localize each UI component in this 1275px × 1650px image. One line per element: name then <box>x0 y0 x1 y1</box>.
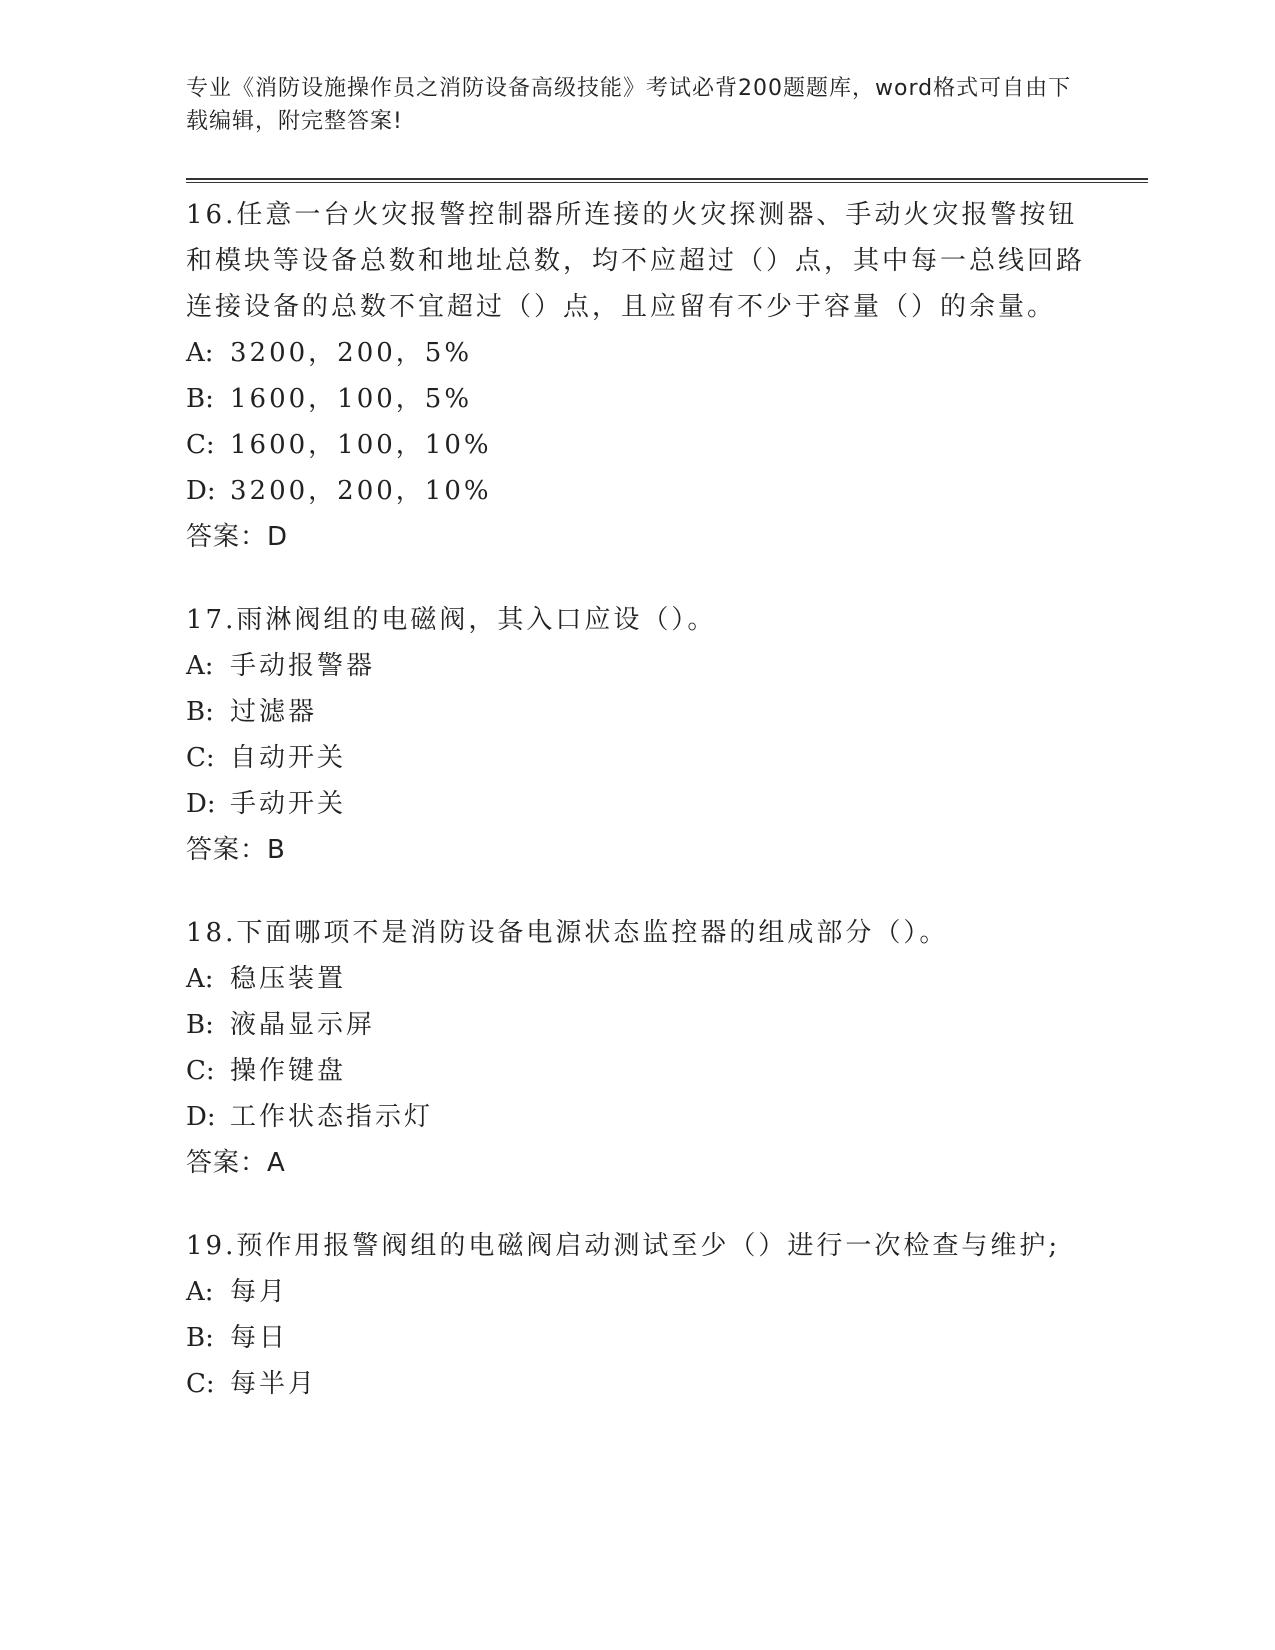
option-key: C: <box>186 430 215 460</box>
option-text: 每日 <box>230 1323 289 1353</box>
option-key: C: <box>186 1369 215 1399</box>
option-text: 操作键盘 <box>230 1056 347 1086</box>
option-key: D: <box>186 476 216 506</box>
option-d <box>186 781 1086 827</box>
option-text: 每半月 <box>230 1369 318 1399</box>
option-key: B: <box>186 697 214 727</box>
option-text: 稳压装置 <box>230 964 347 994</box>
option-text: 3200，200，5% <box>230 338 473 368</box>
option-b <box>186 376 1086 422</box>
question-stem: 17.雨淋阀组的电磁阀，其入口应设（）。 <box>186 605 717 635</box>
option-a <box>186 643 1086 689</box>
option-key: A: <box>186 964 214 994</box>
option-text: 手动开关 <box>230 789 347 819</box>
option-key: D: <box>186 1102 216 1132</box>
option-a <box>186 1269 1086 1315</box>
option-text: 液晶显示屏 <box>230 1010 376 1040</box>
option-b <box>186 1315 1086 1361</box>
option-key: B: <box>186 384 214 414</box>
option-text: 1600，100，10% <box>230 430 492 460</box>
option-d <box>186 1094 1086 1140</box>
option-key: A: <box>186 338 214 368</box>
option-a <box>186 330 1086 376</box>
option-c <box>186 422 1086 468</box>
option-c <box>186 1361 1086 1407</box>
option-key: C: <box>186 1056 215 1086</box>
option-key: C: <box>186 743 215 773</box>
option-c <box>186 1048 1086 1094</box>
document-header: 专业《消防设施操作员之消防设备高级技能》考试必背200题题库，word格式可自由下载编辑，附完整答案! <box>186 76 1072 134</box>
option-b <box>186 1002 1086 1048</box>
option-b <box>186 689 1086 735</box>
option-text: 1600，100，5% <box>230 384 473 414</box>
option-text: 工作状态指示灯 <box>230 1102 434 1132</box>
question-list <box>186 192 1086 1444</box>
option-key: B: <box>186 1323 214 1353</box>
option-text: 过滤器 <box>230 697 318 727</box>
option-key: A: <box>186 1277 214 1307</box>
option-key: A: <box>186 651 214 681</box>
answer-line: 答案：A <box>186 1148 286 1178</box>
option-key: D: <box>186 789 216 819</box>
question-stem: 18.下面哪项不是消防设备电源状态监控器的组成部分（）。 <box>186 918 949 948</box>
question-stem: 16.任意一台火灾报警控制器所连接的火灾探测器、手动火灾报警按钮和模块等设备总数和地址总数，均不应超过（）点，其中每一总线回路连接设备的总数不宜超过（）点，且应留有不少于容量（）的余量。 <box>186 200 1086 322</box>
question-17 <box>186 597 1086 873</box>
question-18 <box>186 910 1086 1186</box>
option-d <box>186 468 1086 514</box>
answer-line: 答案：D <box>186 522 289 552</box>
option-text: 自动开关 <box>230 743 347 773</box>
option-text: 每月 <box>230 1277 289 1307</box>
option-c <box>186 735 1086 781</box>
question-19 <box>186 1223 1086 1407</box>
option-a <box>186 956 1086 1002</box>
question-16 <box>186 192 1086 560</box>
answer-line: 答案：B <box>186 835 286 865</box>
option-text: 手动报警器 <box>230 651 376 681</box>
option-text: 3200，200，10% <box>230 476 492 506</box>
option-key: B: <box>186 1010 214 1040</box>
header-divider <box>186 178 1148 183</box>
question-stem: 19.预作用报警阀组的电磁阀启动测试至少（）进行一次检查与维护; <box>186 1231 1061 1261</box>
